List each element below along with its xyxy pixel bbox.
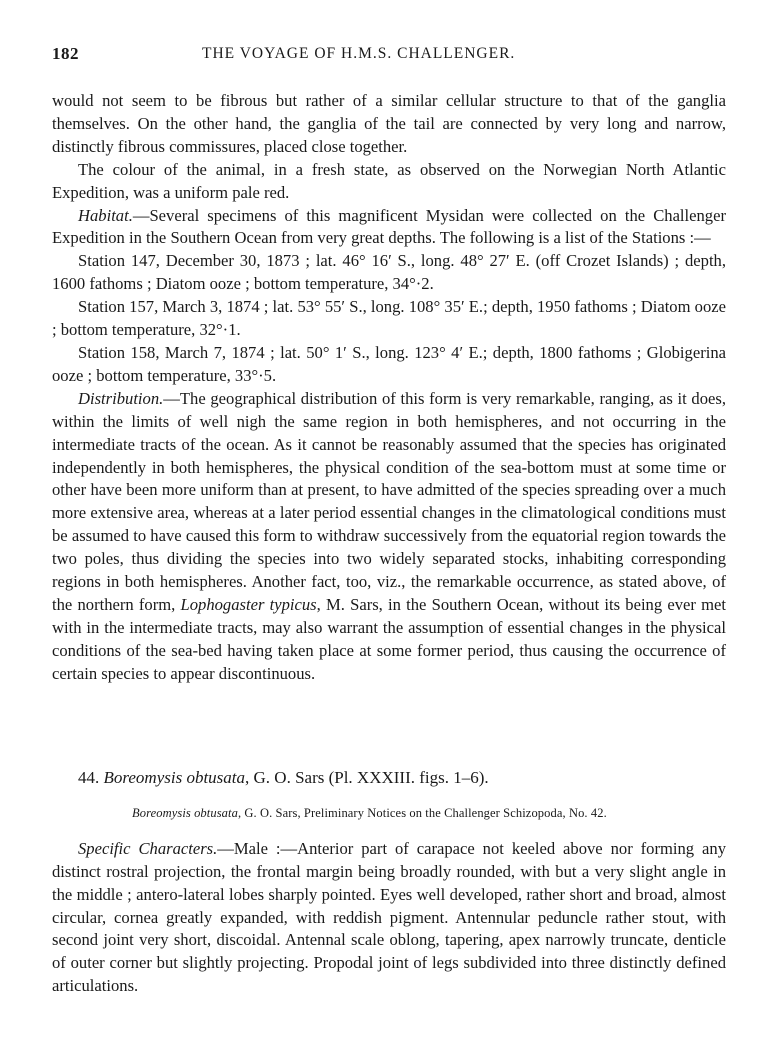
paragraph-text: The colour of the animal, in a fresh state, as observed on the Norwegian North Atlantic Expedition, was a uniform pale red. (52, 159, 726, 202)
spec-label: Specific Characters. (78, 838, 218, 858)
paragraph-text: would not seem to be fibrous but rather of a similar cellular structure to that of the ganglia themselves. On the other hand, the ganglia of the tail are connected by very long and narrow, distinctly fibrous commissures, placed close together. (52, 91, 726, 156)
station-text: Station 157, March 3, 1874 ; lat. 53° 55′ S., long. 108° 35′ E.; depth, 1950 fathoms ; Diatom ooze ; bottom temperature, 32°·1. (52, 297, 726, 340)
species-name: Boreomysis obtusata (103, 768, 246, 787)
station-157 (52, 296, 726, 342)
specific-characters (52, 838, 726, 998)
page-header (52, 44, 724, 68)
station-text: Station 147, December 30, 1873 ; lat. 46° 16′ S., long. 48° 27′ E. (off Crozet Islands) ; depth, 1600 fathoms ; Diatom ooze ; bottom temperature, 34°·2. (52, 251, 726, 294)
station-text: Station 158, March 7, 1874 ; lat. 50° 1′ S., long. 123° 4′ E.; depth, 1800 fathoms ; Globigerina ooze ; bottom temperature, 33°·5. (52, 342, 726, 385)
body-text (52, 90, 726, 686)
paragraph-continuation (52, 90, 726, 159)
running-title: THE VOYAGE OF H.M.S. CHALLENGER. (202, 45, 516, 62)
synonym-name: Boreomysis obtusata (132, 805, 238, 820)
species-section (52, 767, 726, 998)
species-name: Lophogaster typicus (180, 594, 317, 614)
station-158 (52, 342, 726, 388)
station-147 (52, 250, 726, 296)
habitat-text: —Several specimens of this magnificent Mysidan were collected on the Challenger Expedition in the Southern Ocean from very great depths. The following is a list of the Stations :— (52, 205, 726, 248)
species-authority: , G. O. Sars (Pl. XXXIII. figs. 1–6). (245, 768, 489, 787)
distribution-text: —The geographical distribution of this form is very remarkable, ranging, as it does, within the limits of well nigh the same region in both hemispheres, and not occurring in the intermediate tracts of the ocean. As it cannot be reasonably assumed that the species has originated independently in both hemispheres, the physical condition of the sea-bottom must at some time or other have been more uniform than at present, to have admitted of the species spreading over a much more extensive area, whereas at a later period essential changes in the climatological conditions must be assumed to have caused this form to withdraw successively from the equatorial region towards the two poles, thus dividing the species into two widely separated stocks, inhabiting corresponding regions in both hemispheres. Another fact, too, viz., the remarkable occurrence, as stated above, of the northern form, (52, 388, 726, 614)
spec-text: —Male :—Anterior part of carapace not keeled above nor forming any distinct rostral projection, the frontal margin being broadly rounded, with but a very slight angle in the middle ; antero-lateral lobes sharply pointed. Eyes well developed, rather short and broad, almost circular, cornea greatly expanded, with reddish pigment. Antennular peduncle rather stout, with second joint very short, discoidal. Antennal scale oblong, tapering, apex narrowly truncate, denticle of outer corner but slightly projecting. Propodal joint of legs subdivided into three distinctly defined articulations. (52, 838, 726, 996)
paragraph-colour (52, 159, 726, 205)
synonym-citation: , G. O. Sars, Preliminary Notices on the Challenger Schizopoda, No. 42. (237, 805, 607, 820)
page-number: 182 (52, 44, 79, 63)
habitat-label: Habitat. (78, 205, 133, 225)
species-number: 44. (78, 768, 100, 787)
species-heading (78, 767, 726, 790)
paragraph-distribution (52, 388, 726, 686)
distribution-label: Distribution. (78, 388, 164, 408)
synonym-reference (132, 802, 726, 825)
distribution-text: , M. Sars, in the Southern Ocean, without its being ever met with in the intermediate tracts, may also warrant the assumption of essential changes in the physical conditions of the sea-bed having taken place at some former period, thus causing the occurrence of certain species to appear discontinuous. (52, 594, 726, 683)
paragraph-habitat (52, 205, 726, 251)
